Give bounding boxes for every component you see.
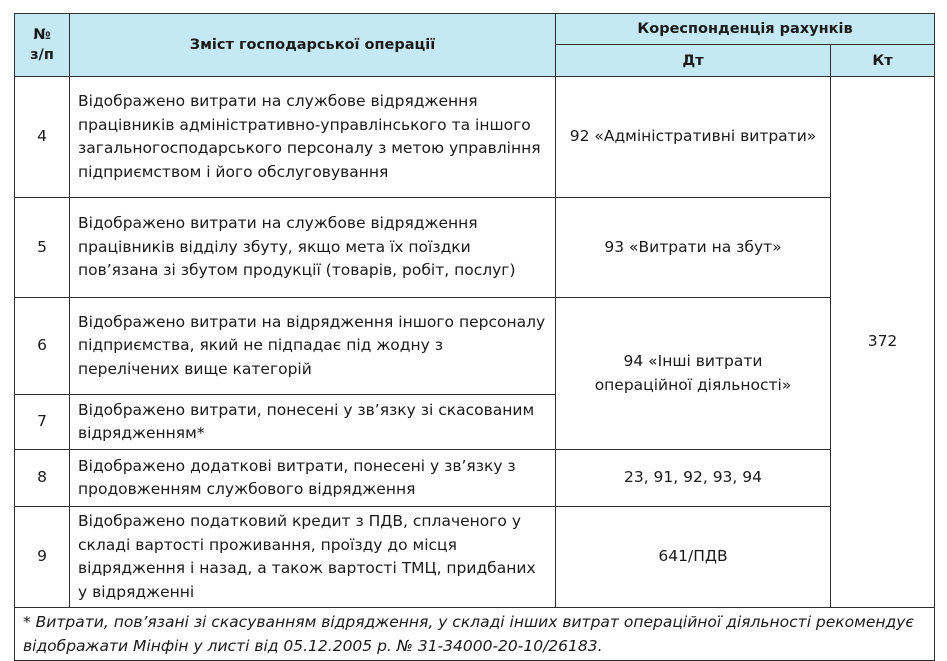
accounting-table	[14, 13, 935, 661]
row-description: Відображено додаткові витрати, понесені у зв’язку з продовженням службового відрядження	[70, 450, 556, 507]
row-number: 9	[15, 507, 70, 608]
row-debit: 92 «Адміністративні витрати»	[556, 77, 831, 198]
footnote: * Витрати, пов’язані зі скасуванням відрядження, у складі інших витрат операційної діяльності рекомендує відображати Мінфін у листі від 05.12.2005 р. № 31-34000-20-10/26183.	[15, 608, 935, 661]
row-debit: 94 «Інші витрати операційної діяльності»	[556, 298, 831, 450]
table-row	[15, 507, 935, 608]
num-header: № з/п	[15, 14, 70, 77]
row-description: Відображено витрати, понесені у зв’язку зі скасованим відрядженням*	[70, 395, 556, 450]
row-number: 8	[15, 450, 70, 507]
table-row	[15, 298, 935, 395]
row-description: Відображено податковий кредит з ПДВ, сплаченого у складі вартості проживання, проїзду до місця відрядження і назад, а також вартості ТМЦ, придбаних у відрядженні	[70, 507, 556, 608]
content-header: Зміст господарської операції	[70, 14, 556, 77]
row-number: 7	[15, 395, 70, 450]
footnote-row	[15, 608, 935, 661]
row-debit: 23, 91, 92, 93, 94	[556, 450, 831, 507]
row-debit: 641/ПДВ	[556, 507, 831, 608]
header-row	[15, 14, 935, 45]
row-description: Відображено витрати на відрядження іншого персоналу підприємства, який не підпадає під жодну з перелічених вище категорій	[70, 298, 556, 395]
table-row	[15, 77, 935, 198]
row-description: Відображено витрати на службове відрядження працівників адміністративно-управлінського та іншого загальногосподарського персоналу з метою управління підприємством і його обслуговування	[70, 77, 556, 198]
credit-cell: 372	[831, 77, 935, 608]
row-number: 5	[15, 198, 70, 298]
credit-header: Кт	[831, 45, 935, 77]
table-row	[15, 198, 935, 298]
row-number: 4	[15, 77, 70, 198]
debit-header: Дт	[556, 45, 831, 77]
row-description: Відображено витрати на службове відрядження працівників відділу збуту, якщо мета їх поїздки пов’язана зі збутом продукції (товарів, робіт, послуг)	[70, 198, 556, 298]
table-row	[15, 450, 935, 507]
correspondence-header: Кореспонденція рахунків	[556, 14, 935, 45]
row-debit: 93 «Витрати на збут»	[556, 198, 831, 298]
row-number: 6	[15, 298, 70, 395]
